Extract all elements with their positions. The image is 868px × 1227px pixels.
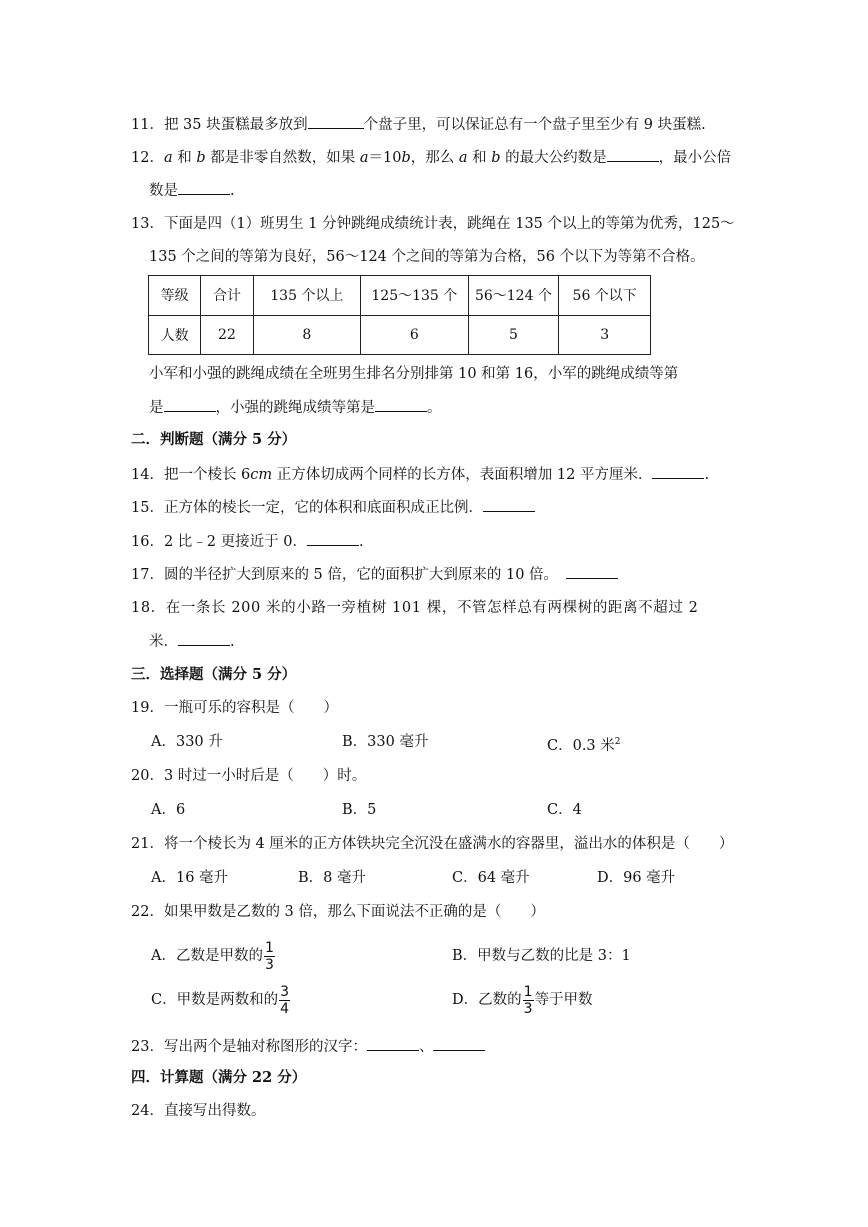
denominator: 4 <box>280 1000 290 1017</box>
var-a: a <box>163 150 173 166</box>
question-15 <box>131 497 535 518</box>
table-header-row <box>149 276 651 316</box>
answer-blank[interactable] <box>307 531 359 546</box>
denominator: 3 <box>264 956 274 973</box>
superscript: 2 <box>614 737 621 747</box>
q12-text: 和 <box>467 150 492 166</box>
option-b[interactable]: B．330 毫升 <box>342 734 429 750</box>
q14-text: 14．把一个棱长 6 <box>131 467 251 483</box>
q18-text: 米． <box>149 634 178 650</box>
option-c-text: C．0.3 米 <box>547 737 615 754</box>
q12-text: ，最小公倍 <box>658 150 732 166</box>
table-cell: 22 <box>201 315 253 355</box>
question-22: 22．如果甲数是乙数的 3 倍，那么下面说法不正确的是（ ） <box>131 904 545 920</box>
q12-text: . <box>230 183 235 199</box>
question-13-line1: 13．下面是四（1）班男生 1 分钟跳绳成绩统计表，跳绳在 135 个以上的等第为优秀，125～ <box>131 216 735 232</box>
answer-blank[interactable] <box>607 147 659 162</box>
question-11 <box>131 114 706 135</box>
q14-text: . <box>704 467 710 483</box>
var-b: b <box>491 150 501 166</box>
question-16 <box>131 531 364 552</box>
option-c[interactable]: C．64 毫升 <box>452 870 530 886</box>
section-title-choice: 三．选择题（满分 5 分） <box>131 666 297 683</box>
unit-cm: cm <box>250 467 273 483</box>
table-cell: 人数 <box>149 315 201 355</box>
question-21: 21．将一个棱长为 4 厘米的正方体铁块完全沉没在盛满水的容器里，溢出水的体积是（ ） <box>131 836 734 852</box>
section-title-calculation: 四．计算题（满分 22 分） <box>131 1069 307 1086</box>
option-c[interactable]: C．4 <box>547 802 582 818</box>
var-b: b <box>196 150 206 166</box>
q11-text-b: 个盘子里，可以保证总有一个盘子里至少有 9 块蛋糕. <box>363 117 706 133</box>
table-cell: 等级 <box>149 276 201 316</box>
question-17 <box>131 564 618 585</box>
question-23 <box>131 1036 485 1057</box>
option-d-text: 等于甲数 <box>534 992 593 1008</box>
q12-text: ＝10 <box>368 150 402 166</box>
answer-blank[interactable] <box>367 1036 419 1051</box>
numerator: 1 <box>264 939 274 956</box>
q17-text: 17．圆的半径扩大到原来的 5 倍，它的面积扩大到原来的 10 倍。 <box>131 567 559 583</box>
denominator: 3 <box>523 1000 533 1017</box>
option-b[interactable]: B．甲数与乙数的比是 3：1 <box>452 948 631 964</box>
answer-blank[interactable] <box>375 397 427 412</box>
q12-text: 都是非零自然数，如果 <box>205 150 360 166</box>
q13-text: ，小强的跳绳成绩等第是 <box>215 400 375 416</box>
table-cell: 56 个以下 <box>559 276 651 316</box>
option-a[interactable]: A．330 升 <box>151 734 223 750</box>
option-c-text: C．甲数是两数和的 <box>151 992 279 1008</box>
question-13-line3: 小军和小强的跳绳成绩在全班男生排名分别排第 10 和第 16，小军的跳绳成绩等第 <box>149 366 679 382</box>
q13-text: 。 <box>427 400 442 416</box>
q23-text: 23．写出两个是轴对称图形的汉字： <box>131 1039 367 1055</box>
q16-text: . <box>358 534 364 550</box>
q13-text: 是 <box>149 400 164 416</box>
option-a[interactable]: A．6 <box>151 802 186 818</box>
q12-num: 12． <box>131 150 164 166</box>
table-row <box>149 315 651 355</box>
option-a-text: A．乙数是甲数的 <box>151 948 263 964</box>
question-13-line4 <box>149 397 442 418</box>
q14-text: 正方体切成两个同样的长方体，表面积增加 12 平方厘米． <box>272 467 653 483</box>
q12-text: ，那么 <box>410 150 459 166</box>
numerator: 3 <box>280 983 290 1000</box>
question-20: 20．3 时过一小时后是（ ）时。 <box>131 768 367 784</box>
answer-blank[interactable] <box>178 180 230 195</box>
numerator: 1 <box>523 983 533 1000</box>
option-a[interactable] <box>151 938 276 974</box>
q16-text: 16．2 比﹣2 更接近于 0． <box>131 534 307 550</box>
question-24: 24．直接写出得数。 <box>131 1103 266 1119</box>
question-19: 19．一瓶可乐的容积是（ ） <box>131 700 338 716</box>
var-b: b <box>401 150 411 166</box>
question-14 <box>131 464 709 485</box>
option-c[interactable] <box>547 732 621 756</box>
question-18-line2 <box>149 631 235 652</box>
option-a[interactable]: A．16 毫升 <box>151 870 229 886</box>
option-b[interactable]: B．5 <box>342 802 377 818</box>
q18-text: . <box>230 634 235 650</box>
fraction <box>523 984 534 1017</box>
table-cell: 合计 <box>201 276 253 316</box>
var-a: a <box>359 150 369 166</box>
option-d[interactable] <box>452 982 593 1018</box>
table-cell: 8 <box>253 315 360 355</box>
question-12 <box>131 147 731 168</box>
q11-text-a: 11．把 35 块蛋糕最多放到 <box>131 117 308 133</box>
q23-separator: 、 <box>418 1039 434 1055</box>
table-cell: 135 个以上 <box>253 276 360 316</box>
question-13-line2: 135 个之间的等第为良好，56～124 个之间的等第为合格，56 个以下为等第不合格。 <box>149 249 705 265</box>
q12-text: 数是 <box>149 183 178 199</box>
table-cell: 125～135 个 <box>361 276 468 316</box>
option-c[interactable] <box>151 982 291 1018</box>
answer-blank[interactable] <box>308 114 364 129</box>
answer-blank[interactable] <box>483 497 535 512</box>
var-a: a <box>458 150 468 166</box>
question-12-line2 <box>149 180 235 201</box>
q15-text: 15．正方体的棱长一定，它的体积和底面积成正比例． <box>131 500 483 516</box>
answer-blank[interactable] <box>566 564 618 579</box>
q12-text: 和 <box>172 150 197 166</box>
q12-text: 的最大公约数是 <box>500 150 607 166</box>
stats-table <box>148 275 651 355</box>
table-cell: 6 <box>361 315 468 355</box>
fraction <box>264 940 275 973</box>
answer-blank[interactable] <box>652 464 704 479</box>
table-cell: 56～124 个 <box>468 276 559 316</box>
option-b[interactable]: B．8 毫升 <box>298 870 366 886</box>
option-d[interactable]: D．96 毫升 <box>597 870 676 886</box>
table-cell: 3 <box>559 315 651 355</box>
option-d-text: D．乙数的 <box>452 992 522 1008</box>
answer-blank[interactable] <box>178 631 230 646</box>
answer-blank[interactable] <box>433 1036 485 1051</box>
fraction <box>279 984 290 1017</box>
section-title-judgment: 二．判断题（满分 5 分） <box>131 431 297 448</box>
table-cell: 5 <box>468 315 559 355</box>
answer-blank[interactable] <box>164 397 216 412</box>
question-18-line1: 18．在一条长 200 米的小路一旁植树 101 棵，不管怎样总有两棵树的距离不超过 2 <box>131 600 699 616</box>
